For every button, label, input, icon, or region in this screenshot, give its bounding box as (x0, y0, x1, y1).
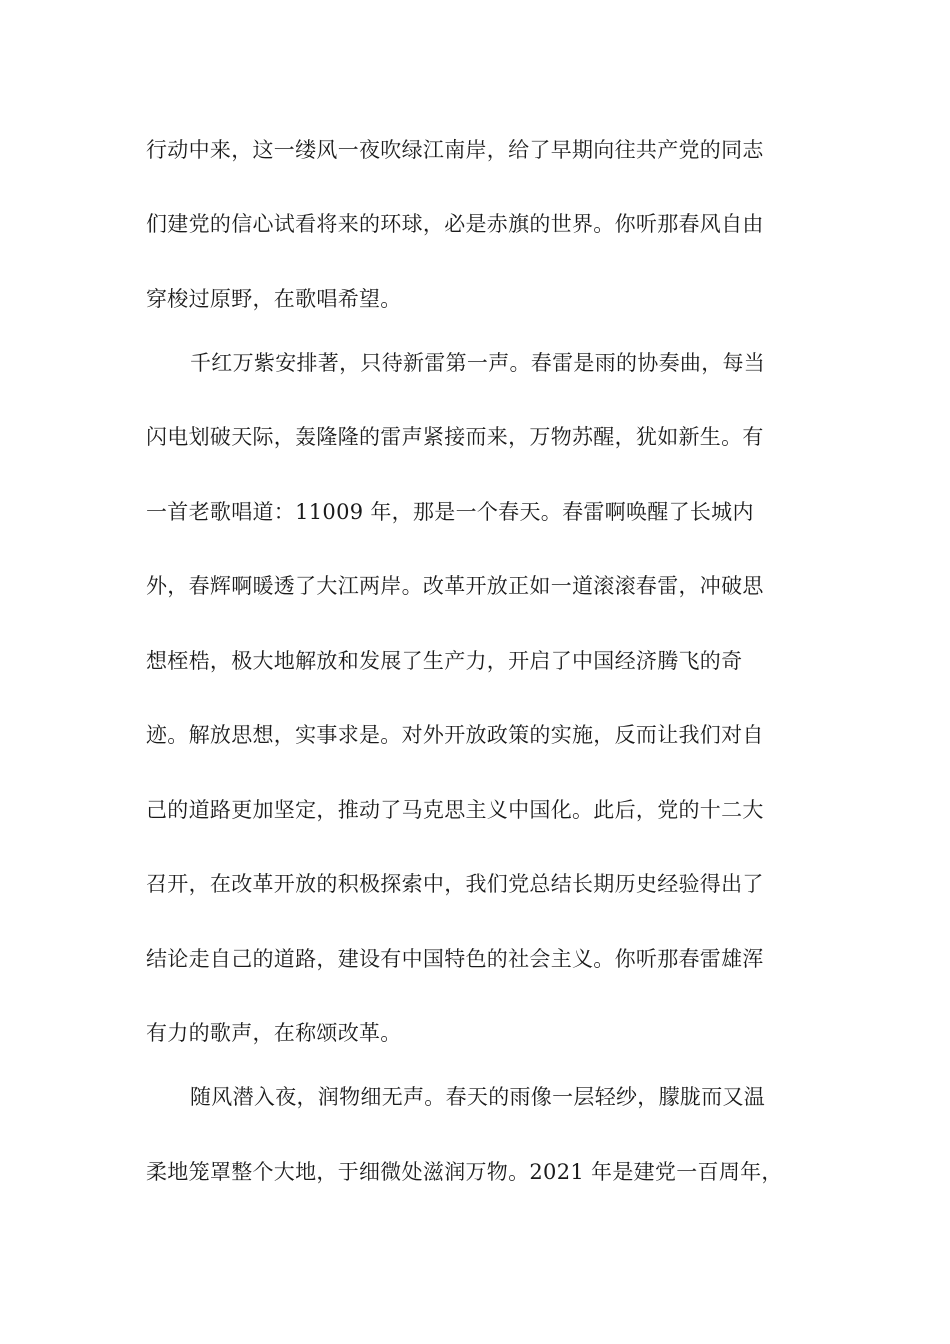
paragraph-line: 迹。解放思想，实事求是。对外开放政策的实施，反而让我们对自 (146, 723, 764, 747)
paragraph-first-line: 随风潜入夜，润物细无声。春天的雨像一层轻纱，朦胧而又温 (190, 1085, 766, 1109)
paragraph-line: 闪电划破天际，轰隆隆的雷声紧接而来，万物苏醒，犹如新生。有 (146, 425, 764, 449)
paragraph-line: 结论走自己的道路，建设有中国特色的社会主义。你听那春雷雄浑 (146, 947, 764, 971)
paragraph-first-line: 千红万紫安排著，只待新雷第一声。春雷是雨的协奏曲，每当 (190, 351, 766, 375)
paragraph-line: 外，春辉啊暖透了大江两岸。改革开放正如一道滚滚春雷，冲破思 (146, 574, 764, 598)
paragraph-line: 柔地笼罩整个大地，于细微处滋润万物。2021 年是建党一百周年， (146, 1160, 783, 1184)
paragraph-line: 召开，在改革开放的积极探索中，我们党总结长期历史经验得出了 (146, 872, 764, 896)
paragraph-line: 行动中来，这一缕风一夜吹绿江南岸，给了早期向往共产党的同志 (146, 138, 764, 162)
paragraph-line: 己的道路更加坚定，推动了马克思主义中国化。此后，党的十二大 (146, 798, 764, 822)
paragraph-line: 们建党的信心试看将来的环球，必是赤旗的世界。你听那春风自由 (146, 212, 764, 236)
paragraph-line: 有力的歌声，在称颂改革。 (146, 1021, 402, 1045)
paragraph-line: 想桎梏，极大地解放和发展了生产力，开启了中国经济腾飞的奇 (146, 649, 743, 673)
paragraph-line: 穿梭过原野，在歌唱希望。 (146, 287, 402, 311)
paragraph-line: 一首老歌唱道：11009 年，那是一个春天。春雷啊唤醒了长城内 (146, 500, 754, 524)
